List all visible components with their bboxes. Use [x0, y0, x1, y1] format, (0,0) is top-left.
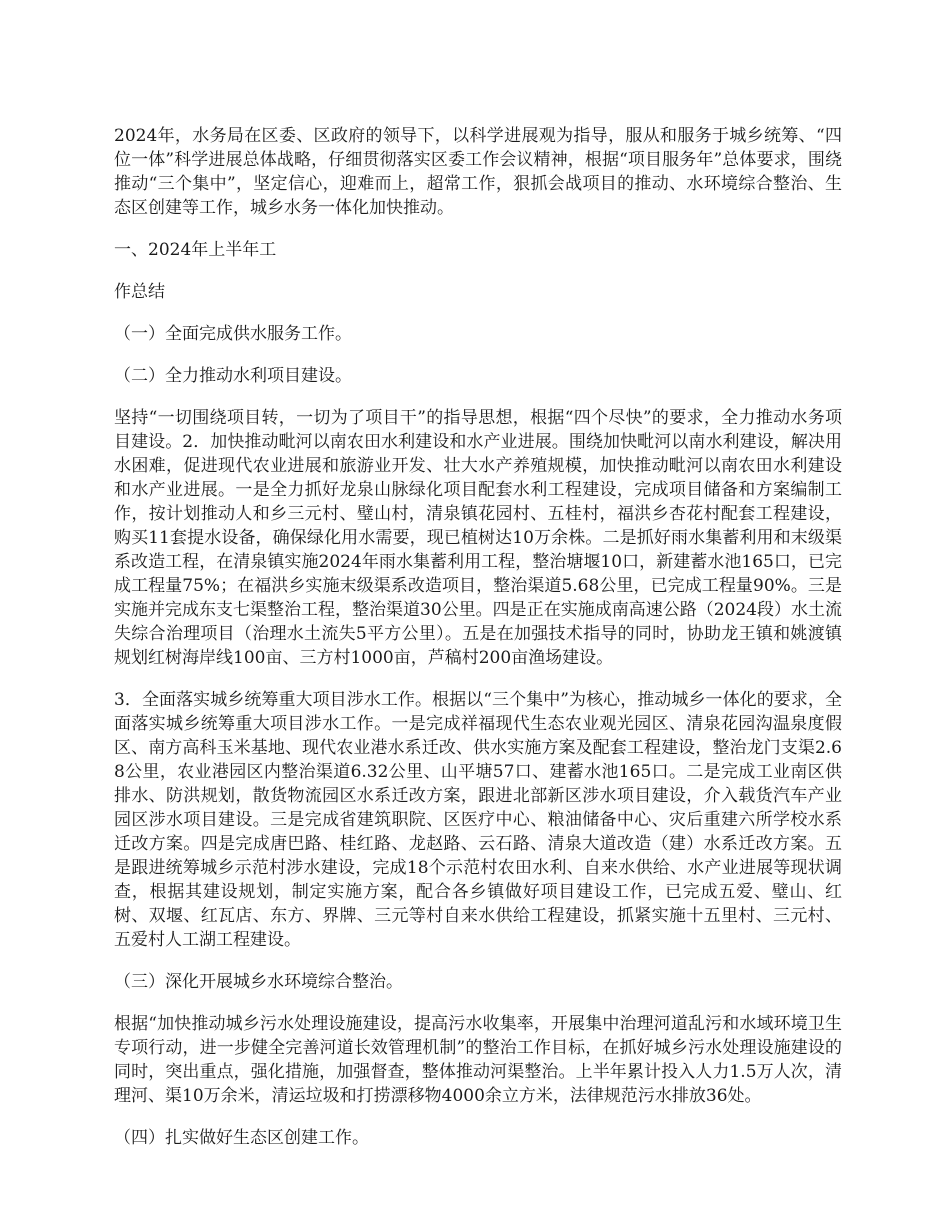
document-body	[114, 124, 842, 1168]
intro-paragraph: 2024年，水务局在区委、区政府的领导下，以科学进展观为指导，服从和服务于城乡统筹、“四位一体”科学进展总体战略，仔细贯彻落实区委工作会议精神，根据“项目服务年”总体要求，围绕推动“三个集中”，坚定信心，迎难而上，超常工作，狠抓会战项目的推动、水环境综合整治、生态区创建等工作，城乡水务一体化加快推动。	[114, 126, 842, 218]
subsection-heading-3: （三）深化开展城乡水环境综合整治。	[114, 972, 403, 992]
section-heading-1-continued: 作总结	[114, 282, 165, 302]
subsection-heading-4: （四）扎实做好生态区创建工作。	[114, 1128, 369, 1148]
water-environment-paragraph: 根据“加快推动城乡污水处理设施建设，提高污水收集率，开展集中治理河道乱污和水域环境卫生专项行动，进一步健全完善河道长效管理机制”的整治工作目标，在抓好城乡污水处理设施建设的同时，突出重点，强化措施，加强督查，整体推动河渠整治。上半年累计投入人力1.5万人次，清理河、渠10万余米，清运垃圾和打捞漂移物4000余立方米，法律规范污水排放36处。	[114, 1014, 842, 1106]
section-heading-1: 一、2024年上半年工	[114, 240, 277, 260]
urban-rural-projects-paragraph: 3．全面落实城乡统筹重大项目涉水工作。根据以“三个集中”为核心，推动城乡一体化的要求，全面落实城乡统筹重大项目涉水工作。一是完成祥福现代生态农业观光园区、清泉花园沟温泉度假区、南方高科玉米基地、现代农业港水系迁改、供水实施方案及配套工程建设，整治龙门支渠2.68公里，农业港园区内整治渠道6.32公里、山平塘57口、建蓄水池165口。二是完成工业南区供排水、防洪规划，散货物流园区水系迁改方案，跟进北部新区涉水项目建设，介入载货汽车产业园区涉水项目建设。三是完成省建筑职院、区医疗中心、粮油储备中心、灾后重建六所学校水系迁改方案。四是完成唐巴路、桂红路、龙赵路、云石路、清泉大道改造（建）水系迁改方案。五是跟进统筹城乡示范村涉水建设，完成18个示范村农田水利、自来水供给、水产业进展等现状调查，根据其建设规划，制定实施方案，配合各乡镇做好项目建设工作，已完成五爱、璧山、红树、双堰、红瓦店、东方、界牌、三元等村自来水供给工程建设，抓紧实施十五里村、三元村、五爱村人工湖工程建设。	[114, 690, 842, 950]
subsection-heading-2: （二）全力推动水利项目建设。	[114, 366, 352, 386]
subsection-heading-1: （一）全面完成供水服务工作。	[114, 324, 352, 344]
project-construction-paragraph: 坚持“一切围绕项目转，一切为了项目干”的指导思想，根据“四个尽快”的要求，全力推动水务项目建设。2．加快推动毗河以南农田水利建设和水产业进展。围绕加快毗河以南水利建设，解决用水困难，促进现代农业进展和旅游业开发、壮大水产养殖规模，加快推动毗河以南农田水利建设和水产业进展。一是全力抓好龙泉山脉绿化项目配套水利工程建设，完成项目储备和方案编制工作，按计划推动人和乡三元村、璧山村，清泉镇花园村、五桂村，福洪乡杏花村配套工程建设，购买11套提水设备，确保绿化用水需要，现已植树达10万余株。二是抓好雨水集蓄利用和末级渠系改造工程，在清泉镇实施2024年雨水集蓄利用工程，整治塘堰10口，新建蓄水池165口，已完成工程量75%；在福洪乡实施末级渠系改造项目，整治渠道5.68公里，已完成工程量90%。三是实施并完成东支七渠整治工程，整治渠道30公里。四是正在实施成南高速公路（2024段）水土流失综合治理项目（治理水土流失5平方公里）。五是在加强技术指导的同时，协助龙王镇和姚渡镇规划红树海岸线100亩、三方村1000亩，芦稿村200亩渔场建设。	[114, 408, 842, 668]
